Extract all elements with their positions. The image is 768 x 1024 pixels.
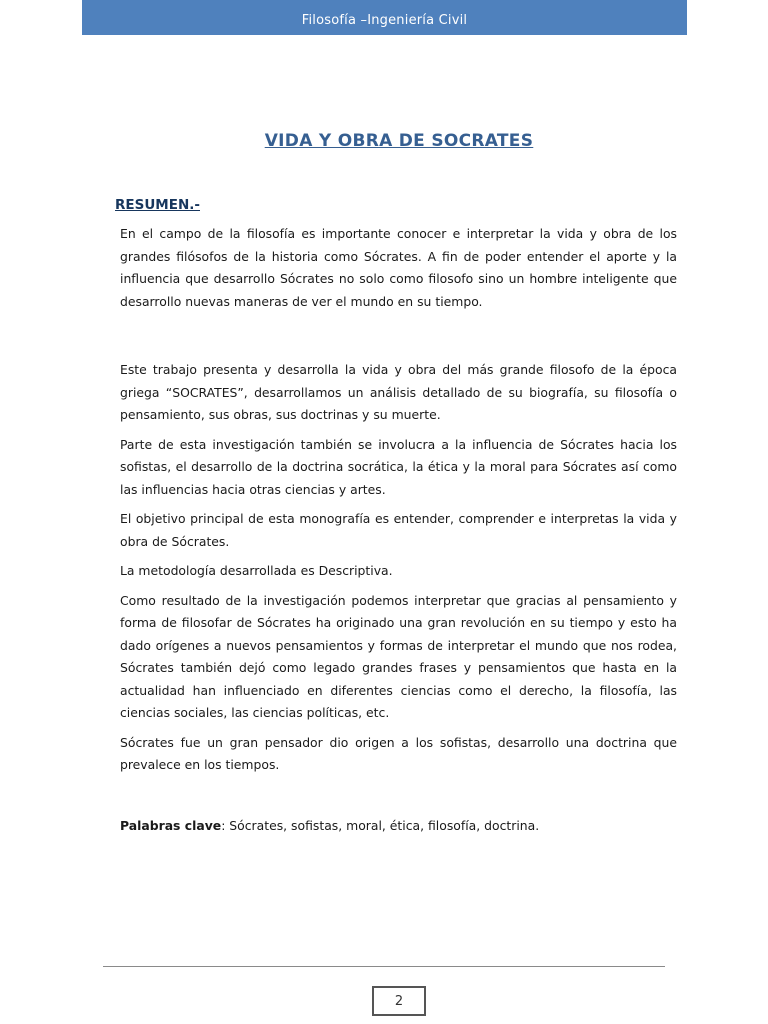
header-text: Filosofía –Ingeniería Civil	[301, 13, 468, 28]
paragraph: La metodología desarrollada es Descriptiva.	[120, 563, 393, 578]
paragraph: Parte de esta investigación también se involucra a la influencia de Sócrates hacia los sofistas, el desarrollo de la doctrina socrática, la ética y la moral para Sócrates así como las influencias hacia otras ciencias y artes.	[120, 436, 677, 497]
keywords-text: : Sócrates, sofistas, moral, ética, filosofía, doctrina.	[221, 817, 540, 833]
page-number: 2	[394, 993, 404, 1009]
document-title: VIDA Y OBRA DE SOCRATES	[264, 131, 534, 151]
section-heading: RESUMEN.-	[115, 197, 200, 213]
paragraph: Este trabajo presenta y desarrolla la vida y obra del más grande filosofo de la época griega “SOCRATES”, desarrollamos un análisis detallado de su biografía, su filosofía o pensamiento, sus obras, sus doctrinas y su muerte.	[120, 362, 677, 422]
keywords-label: Palabras clave	[120, 817, 222, 833]
paragraph: El objetivo principal de esta monografía es entender, comprender e interpretas la vida y obra de Sócrates.	[120, 511, 677, 549]
footer-divider	[103, 966, 665, 967]
paragraph: Sócrates fue un gran pensador dio origen a los sofistas, desarrollo una doctrina que prevalece en los tiempos.	[120, 734, 677, 772]
paragraph: Como resultado de la investigación podemos interpretar que gracias al pensamiento y forma de filosofar de Sócrates ha originado una gran revolución en su tiempo y esto ha dado orígenes a nuevos pensamientos y formas de interpretar el mundo que nos rodea, Sócrates también dejó como legado grandes frases y pensamientos que hasta en la actualidad han influenciado en diferentes ciencias como el derecho, la filosofía, las ciencias sociales, las ciencias políticas, etc.	[120, 592, 677, 720]
keywords-line	[120, 815, 677, 838]
page-header	[82, 0, 687, 35]
document-body	[120, 223, 677, 837]
paragraph: En el campo de la filosofía es importante conocer e interpretar la vida y obra de los grandes filósofos de la historia como Sócrates. A fin de poder entender el aporte y la influencia que desarrollo Sócrates no solo como filosofo sino un hombre inteligente que desarrollo nuevas maneras de ver el mundo en su tiempo.	[120, 226, 677, 309]
page-number-box	[372, 986, 426, 1016]
